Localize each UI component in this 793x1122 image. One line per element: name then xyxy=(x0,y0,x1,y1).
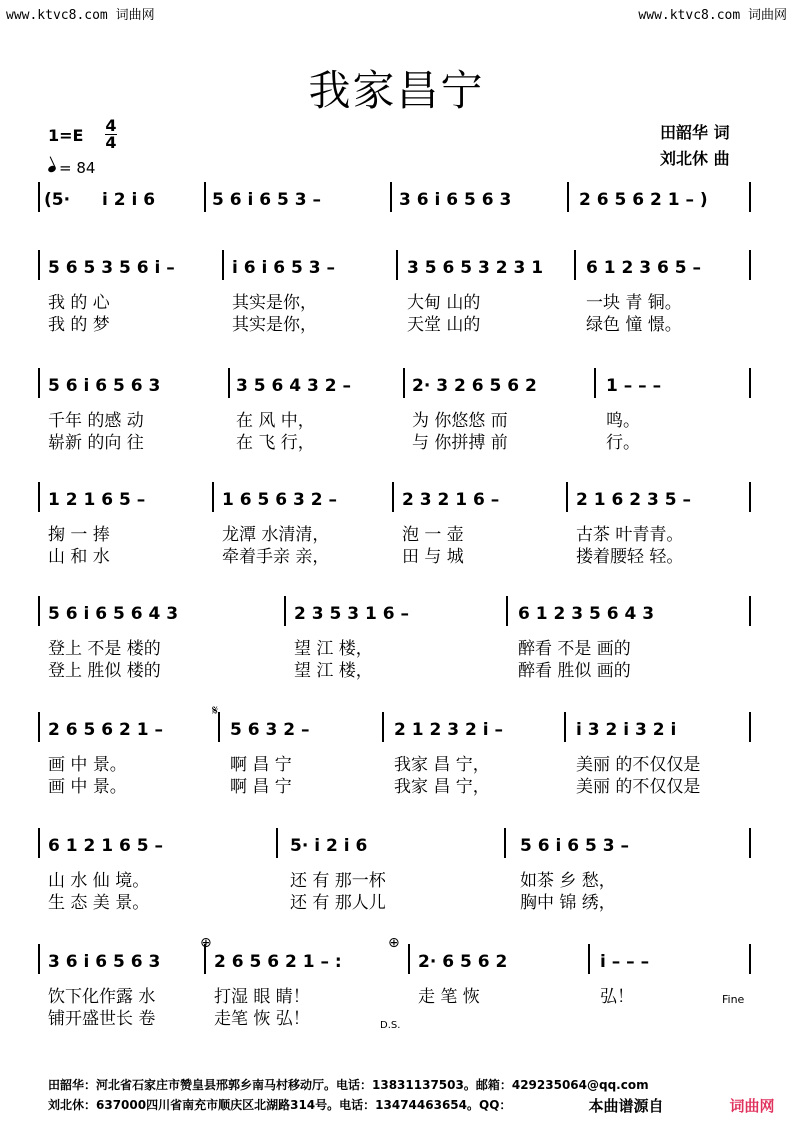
lyric-segment: 我 的 梦 xyxy=(48,315,110,335)
measure-notes: 1 2 1 6 5 – xyxy=(48,490,146,510)
lyric-segment: 龙潭 水清清， xyxy=(222,525,330,545)
lyric-segment: 登上 胜似 楼的 xyxy=(48,661,161,681)
measure-notes: 5· i 2 i 6 xyxy=(290,836,368,856)
measure-notes: 2 6 5 6 2 1 – xyxy=(48,720,163,740)
measure-notes: 1 – – – xyxy=(606,376,662,396)
bar-line xyxy=(222,250,224,280)
lyric-line xyxy=(44,406,754,431)
site-badge[interactable]: 词曲网 xyxy=(729,1097,775,1115)
bar-line xyxy=(228,368,230,398)
lyric-segment: 还 有 那一杯 xyxy=(290,871,386,891)
bar-line xyxy=(38,482,40,512)
lyric-segment: 我家 昌 宁， xyxy=(394,777,490,797)
measure-notes: 5 6 i 6 5 3 – xyxy=(520,836,629,856)
score-system xyxy=(44,190,754,220)
lyric-segment: 古茶 叶青青。 xyxy=(576,525,684,545)
lyric-segment: 掬 一 捧 xyxy=(48,525,110,545)
lyric-segment: 望 江 楼， xyxy=(294,661,373,681)
lyric-segment: 走笔 恢 弘！ xyxy=(214,1009,310,1029)
lyric-line xyxy=(44,982,754,1007)
lyric-line xyxy=(44,772,754,797)
bar-line xyxy=(749,944,751,974)
lyric-segment: 搂着腰轻 轻。 xyxy=(576,547,684,567)
lyric-segment: 如茶 乡 愁， xyxy=(520,871,616,891)
lyric-line xyxy=(44,310,754,335)
bar-line xyxy=(749,250,751,280)
lyric-segment: 为 你悠悠 而 xyxy=(412,411,508,431)
bar-line xyxy=(392,482,394,512)
bar-line xyxy=(212,482,214,512)
measure-notes: 6 1 2 1 6 5 – xyxy=(48,836,163,856)
bar-line xyxy=(506,596,508,626)
bar-line xyxy=(284,596,286,626)
notation-row xyxy=(44,720,754,750)
measure-notes: 2 1 2 3 2 i – xyxy=(394,720,503,740)
score-system xyxy=(44,490,754,567)
bar-line xyxy=(566,482,568,512)
measure-notes: 5 6 3 2 – xyxy=(230,720,310,740)
lyric-segment: 望 江 楼， xyxy=(294,639,373,659)
bar-line xyxy=(749,482,751,512)
measure-notes: 5 6 i 6 5 3 – xyxy=(212,190,321,210)
quarter-note-icon xyxy=(47,164,57,173)
bar-line xyxy=(567,182,569,212)
source-badge[interactable]: 本曲谱源自 xyxy=(588,1097,664,1115)
bar-line xyxy=(382,712,384,742)
measure-notes: i 3 2 i 3 2 i xyxy=(576,720,677,740)
bar-line xyxy=(594,368,596,398)
lyric-segment: 一块 青 铜。 xyxy=(586,293,682,313)
lyric-segment: 田 与 城 xyxy=(402,547,464,567)
lyric-segment: 与 你拼搏 前 xyxy=(412,433,508,453)
bar-line xyxy=(408,944,410,974)
composer-credit: 刘北休 曲 xyxy=(660,149,730,168)
lyric-segment: 美丽 的不仅仅是 xyxy=(576,755,701,775)
bar-line xyxy=(588,944,590,974)
bar-line xyxy=(749,828,751,858)
bar-line xyxy=(403,368,405,398)
lyric-segment: 在 风 中， xyxy=(236,411,315,431)
bar-line xyxy=(38,712,40,742)
measure-notes: 2· 6 5 6 2 xyxy=(418,952,508,972)
measure-notes: 2 6 5 6 2 1 – : xyxy=(214,952,342,972)
lyric-segment: 啊 昌 宁 xyxy=(230,777,292,797)
lyric-segment: 铺开盛世长 卷 xyxy=(48,1009,156,1029)
measure-notes: i – – – xyxy=(600,952,650,972)
measure-notes: 5 6 5 3 5 6 i – xyxy=(48,258,175,278)
lyric-segment: 还 有 那人儿 xyxy=(290,893,386,913)
score-system xyxy=(44,376,754,453)
lyric-segment: 画 中 景。 xyxy=(48,755,127,775)
footer-line-composer: 刘北休：637000四川省南充市顺庆区北湖路314号。电话：13474463654。QQ： xyxy=(48,1098,512,1112)
lyric-segment: 山 和 水 xyxy=(48,547,110,567)
lyric-segment: 醉看 胜似 画的 xyxy=(518,661,631,681)
score-system xyxy=(44,720,754,797)
measure-notes: 2 1 6 2 3 5 – xyxy=(576,490,691,510)
bar-line xyxy=(749,596,751,626)
lyric-segment: 行。 xyxy=(606,433,640,453)
notation-row xyxy=(44,376,754,406)
time-signature-bottom: 4 xyxy=(105,133,117,152)
tempo-value: = 84 xyxy=(59,159,96,177)
bar-line xyxy=(38,250,40,280)
fine-marking: Fine xyxy=(722,993,745,1006)
measure-notes: 2 3 2 1 6 – xyxy=(402,490,500,510)
lyric-segment: 泡 一 壶 xyxy=(402,525,464,545)
bar-line xyxy=(204,182,206,212)
watermark-left[interactable]: www.ktvc8.com 词曲网 xyxy=(6,8,155,23)
lyric-segment: 绿色 憧 憬。 xyxy=(586,315,682,335)
lyric-line xyxy=(44,888,754,913)
key-signature: 1=E xyxy=(48,126,84,145)
measure-notes: 5 6 i 6 5 6 3 xyxy=(48,376,161,396)
lyric-segment: 登上 不是 楼的 xyxy=(48,639,161,659)
bar-line xyxy=(749,712,751,742)
lyricist-credit: 田韶华 词 xyxy=(660,123,730,142)
notation-row xyxy=(44,490,754,520)
coda-icon: ⊕ xyxy=(200,935,212,951)
measure-notes: 3 6 i 6 5 6 3 xyxy=(48,952,161,972)
lyric-segment: 啊 昌 宁 xyxy=(230,755,292,775)
lyric-line xyxy=(44,634,754,659)
notation-row xyxy=(44,952,754,982)
lyric-segment: 走 笔 恢 xyxy=(418,987,480,1007)
measure-notes: 1 6 5 6 3 2 – xyxy=(222,490,337,510)
measure-notes: 5 6 i 6 5 6 4 3 xyxy=(48,604,179,624)
watermark-right[interactable]: www.ktvc8.com 词曲网 xyxy=(638,8,787,23)
ds-marking: D.S. xyxy=(380,1020,401,1031)
score-system xyxy=(44,258,754,335)
lyric-segment: 打湿 眼 睛！ xyxy=(214,987,310,1007)
bar-line xyxy=(749,368,751,398)
lyric-segment: 天堂 山的 xyxy=(407,315,481,335)
lyric-segment: 山 水 仙 境。 xyxy=(48,871,150,891)
notation-row xyxy=(44,604,754,634)
footer-line-lyricist: 田韶华：河北省石家庄市赞皇县邢郭乡南马村移动厅。电话：13831137503。邮箱：429235064@qq.com xyxy=(48,1078,649,1092)
segno-icon: 𝄋 xyxy=(212,703,219,719)
bar-line xyxy=(38,182,40,212)
measure-notes: 2 6 5 6 2 1 – ) xyxy=(579,190,708,210)
lyric-line xyxy=(44,288,754,313)
bar-line xyxy=(396,250,398,280)
bar-line xyxy=(564,712,566,742)
score-system xyxy=(44,604,754,681)
lyric-segment: 胸中 锦 绣， xyxy=(520,893,616,913)
score-system xyxy=(44,836,754,913)
measure-notes: 6 1 2 3 5 6 4 3 xyxy=(518,604,655,624)
lyric-segment: 其实是你， xyxy=(232,293,317,313)
bar-line xyxy=(390,182,392,212)
lyric-segment: 我家 昌 宁， xyxy=(394,755,490,775)
lyric-segment: 醉看 不是 画的 xyxy=(518,639,631,659)
lyric-segment: 其实是你， xyxy=(232,315,317,335)
lyric-segment: 饮下化作露 水 xyxy=(48,987,156,1007)
time-signature xyxy=(105,118,117,151)
lyric-segment: 崭新 的向 往 xyxy=(48,433,144,453)
lyric-segment: 画 中 景。 xyxy=(48,777,127,797)
bar-line xyxy=(276,828,278,858)
lyric-segment: 在 飞 行， xyxy=(236,433,315,453)
song-title: 我家昌宁 xyxy=(308,66,485,115)
time-signature-top: 4 xyxy=(105,116,117,135)
bar-line xyxy=(218,712,220,742)
lyric-segment: 牵着手亲 亲， xyxy=(222,547,330,567)
measure-notes: 3 6 i 6 5 6 3 xyxy=(399,190,512,210)
lyric-segment: 我 的 心 xyxy=(48,293,110,313)
notation-row xyxy=(44,258,754,288)
measure-notes: i 2 i 6 xyxy=(102,190,156,210)
lyric-line xyxy=(44,542,754,567)
lyric-line xyxy=(44,520,754,545)
bar-line xyxy=(38,596,40,626)
bar-line xyxy=(38,368,40,398)
notation-row xyxy=(44,836,754,866)
lyric-line xyxy=(44,656,754,681)
lyric-segment: 美丽 的不仅仅是 xyxy=(576,777,701,797)
measure-notes: 3 5 6 5 3 2 3 1 xyxy=(407,258,544,278)
lyric-line xyxy=(44,750,754,775)
lyric-line xyxy=(44,428,754,453)
lyric-segment: 大甸 山的 xyxy=(407,293,481,313)
bar-line xyxy=(574,250,576,280)
measure-notes: 2 3 5 3 1 6 – xyxy=(294,604,409,624)
measure-notes: 2· 3 2 6 5 6 2 xyxy=(412,376,537,396)
measure-notes: i 6 i 6 5 3 – xyxy=(232,258,335,278)
lyric-segment: 千年 的感 动 xyxy=(48,411,144,431)
measure-notes: 6 1 2 3 6 5 – xyxy=(586,258,701,278)
lyric-segment: 鸣。 xyxy=(606,411,640,431)
tempo-marking xyxy=(48,159,95,177)
lyric-line xyxy=(44,866,754,891)
measure-notes: (5· xyxy=(44,190,71,210)
lyric-segment: 弘！ xyxy=(600,987,634,1007)
measure-notes: 3 5 6 4 3 2 – xyxy=(236,376,351,396)
lyric-segment: 生 态 美 景。 xyxy=(48,893,150,913)
bar-line xyxy=(38,944,40,974)
bar-line xyxy=(38,828,40,858)
coda-icon-2: ⊕ xyxy=(388,935,400,951)
notation-row xyxy=(44,190,754,220)
bar-line xyxy=(749,182,751,212)
score-system xyxy=(44,952,754,1029)
bar-line xyxy=(504,828,506,858)
